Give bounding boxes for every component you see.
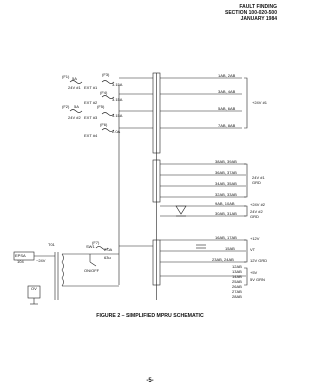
fuse-label-f7: (F7) xyxy=(92,240,100,245)
pin-1ab-2ab: 1AB, 2AB xyxy=(218,73,236,78)
fuse-label-f2: (F2) xyxy=(62,104,70,109)
header-date: JANUARY 1984 xyxy=(240,16,277,22)
pin-30ab-31ab: 30AB, 31AB xyxy=(215,211,237,216)
fuse-rating-f1-value: 5A xyxy=(72,76,77,81)
ext-label-ext-2: EXT #2 xyxy=(84,100,98,105)
fuse-f2 xyxy=(70,110,82,113)
fuse-label-f6: (F6) xyxy=(100,122,108,127)
pin-28ab: 28AB xyxy=(232,294,242,299)
figure-caption: FIGURE 2 – SIMPLIFIED MPRU SCHEMATIC xyxy=(96,313,204,319)
pin-32ab-33ab: 32AB, 33AB xyxy=(215,192,237,197)
fuse-label-f3: (F3) xyxy=(102,72,110,77)
output-24v-1: 24V #1 xyxy=(252,175,265,180)
pin-27ab: 27AB xyxy=(232,289,242,294)
ext-label-ext-3: EXT #3 xyxy=(84,115,98,120)
header-section: SECTION 100-020-500 xyxy=(225,10,277,16)
pin-23ab-24ab: 23AB, 24AB xyxy=(212,257,234,262)
switch-state-label: ON/OFF xyxy=(84,268,100,273)
output-grd-1: GRD xyxy=(252,180,261,185)
pin-9ab-10ab: 9AB, 10AB xyxy=(215,201,235,206)
output-5v-grn: 5V GRN xyxy=(250,277,265,282)
output-vt: VT xyxy=(250,247,256,252)
ov-label: OV xyxy=(31,286,37,291)
diode-symbol xyxy=(176,206,186,214)
page-number: -5- xyxy=(146,378,154,384)
output-grd-2: GRD xyxy=(250,214,259,219)
fuse-label-f1: (F1) xyxy=(62,74,70,79)
pin-15ab: 15AB xyxy=(225,246,235,251)
pin-34ab-35ab: 34AB, 35AB xyxy=(215,181,237,186)
pin-14ab: 14AB xyxy=(232,274,242,279)
ext-label-24v-2: 24V #2 xyxy=(68,115,81,120)
supply-label: EPSA xyxy=(15,253,26,258)
ext-label-ext-1: EXT #1 xyxy=(84,85,98,90)
fuse-rating-f5-value: 3.15A xyxy=(112,113,123,118)
output-24v-2: 24V #2 xyxy=(250,209,263,214)
fuse-rating-f7-value: 2.0A xyxy=(104,247,113,252)
output-plus24v-2: +24V #2 xyxy=(250,202,266,207)
pin-3ab-4ab: 3AB, 4AB xyxy=(218,89,236,94)
switch-label: SW1 xyxy=(86,244,95,249)
pin-26ab: 26AB xyxy=(232,284,242,289)
pin-36ab-37ab: 36AB, 37AB xyxy=(215,170,237,175)
output-plus5v: +5V xyxy=(250,270,258,275)
pin-38ab-39ab: 38AB, 39AB xyxy=(215,159,237,164)
fuse-label-f4: (F4) xyxy=(100,90,108,95)
pin-16ab-17ab: 16AB, 17AB xyxy=(215,235,237,240)
fuse-rating-f3-value: 3.15A xyxy=(112,82,123,87)
supply-number: 104 xyxy=(17,259,24,264)
ac-voltage-label: ~24V xyxy=(36,258,46,263)
output-12v-grd: 12V GRD xyxy=(250,258,268,263)
output-plus24v-1: +24V #1 xyxy=(252,100,268,105)
pin-7ab-8ab: 7AB, 8AB xyxy=(218,123,236,128)
header-title: FAULT FINDING xyxy=(239,4,277,10)
pin-25ab: 25AB xyxy=(232,279,242,284)
voltage-note: 63u xyxy=(104,255,111,260)
fuse-rating-f4-value: 3.15A xyxy=(112,97,123,102)
fuse-label-f5: (F5) xyxy=(97,104,105,109)
ext-label-ext-4: EXT #4 xyxy=(84,133,98,138)
fuse-rating-f6-value: 2.0A xyxy=(112,129,121,134)
fuse-rating-f2-value: 5A xyxy=(74,104,79,109)
pin-5ab-6ab: 5AB, 6AB xyxy=(218,106,236,111)
pin-12ab: 12AB xyxy=(232,264,242,269)
ext-label-24v-1: 24V #1 xyxy=(68,85,81,90)
output-plus12v: +12V xyxy=(250,236,260,241)
pin-13ab: 13AB xyxy=(232,269,242,274)
transformer-label: T01 xyxy=(48,242,55,247)
